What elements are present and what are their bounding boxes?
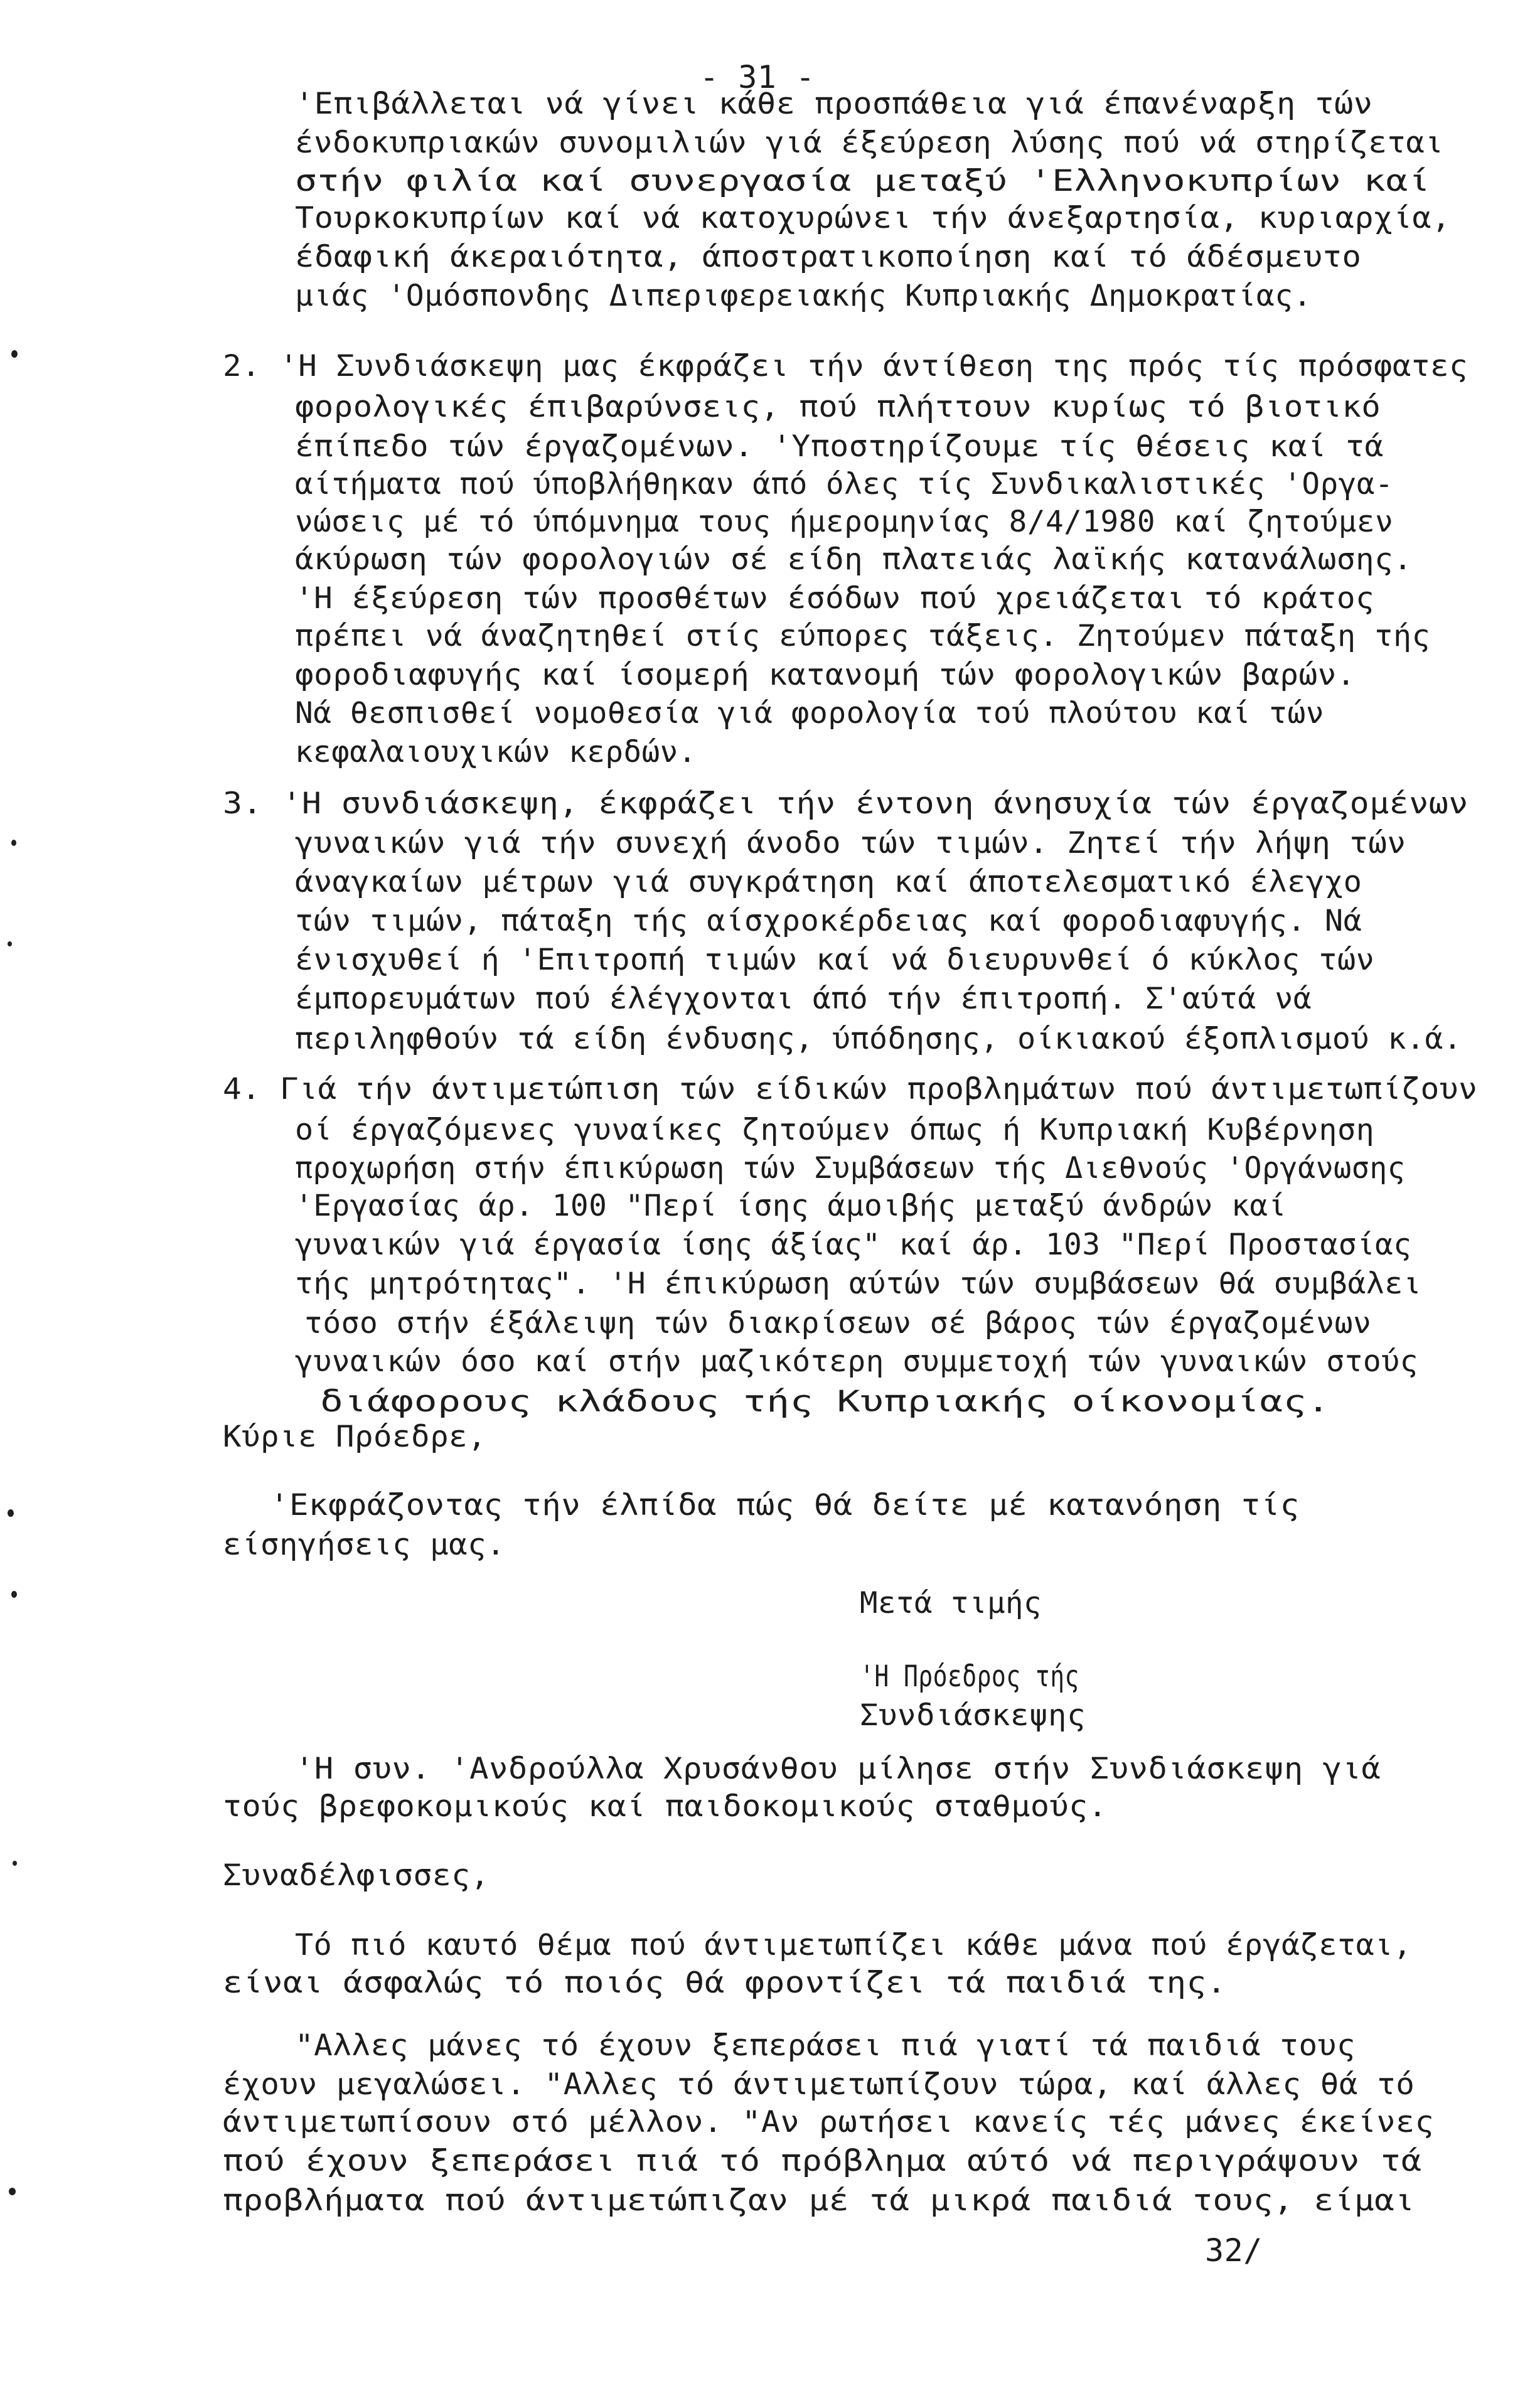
text-line: φορολογικές έπιβαρύνσεις, πού πλήττουν κυρίως τό βιοτικό	[295, 390, 1381, 424]
text-line: αίτήματα πού ύποβλήθηκαν άπό όλες τίς Συνδικαλιστικές 'Οργα-	[295, 467, 1394, 501]
text-line: Κύριε Πρόεδρε,	[223, 1420, 487, 1454]
text-line: πρέπει νά άναζητηθεί στίς εύπορες τάξεις. Ζητούμεν πάταξη τής	[295, 619, 1431, 653]
scan-speck	[9, 2188, 16, 2195]
text-line: Τό πιό καυτό θέμα πού άντιμετωπίζει κάθε μάνα πού έργάζεται,	[295, 1928, 1412, 1962]
text-line: 'Εκφράζοντας τήν έλπίδα πώς θά δείτε μέ κατανόηση τίς	[270, 1488, 1300, 1522]
text-line: άντιμετωπίσουν στό μέλλον. "Αν ρωτήσει κανείς τές μάνες έκείνες	[223, 2105, 1435, 2139]
text-line: Τουρκοκυπρίων καί νά κατοχυρώνει τήν άνεξαρτησία, κυριαρχία,	[295, 201, 1451, 235]
text-line: προχωρήση στήν έπικύρωση τών Συμβάσεων τής Διεθνούς 'Οργάνωσης	[295, 1151, 1406, 1185]
text-line: γυναικών γιά τήν συνεχή άνοδο τών τιμών. Ζητεί τήν λήψη τών	[295, 826, 1406, 860]
text-line: έδαφική άκεραιότητα, άποστρατικοποίηση καί τό άδέσμευτο	[295, 240, 1362, 274]
text-line: προβλήματα πού άντιμετώπιζαν μέ τά μικρά παιδιά τους, είμαι	[223, 2183, 1415, 2218]
text-line: τής μητρότητας". 'Η έπικύρωση αύτών τών συμβάσεων θά συμβάλει	[295, 1266, 1422, 1301]
text-line: ένισχυθεί ή 'Επιτροπή τιμών καί νά διευρυνθεί ό κύκλος τών	[295, 943, 1375, 977]
text-line: τών τιμών, πάταξη τής αίσχροκέρδειας καί φοροδιαφυγής. Νά	[295, 904, 1362, 938]
text-line: "Αλλες μάνες τό έχουν ξεπεράσει πιά γιατί τά παιδιά τους	[295, 2028, 1356, 2063]
scan-speck	[11, 1591, 17, 1598]
text-line: διάφορους κλάδους τής Κυπριακής οίκονομίας.	[320, 1384, 1330, 1419]
text-line: 'Η Πρόεδρος τής	[860, 1659, 1079, 1694]
page-number-header: - 31 -	[700, 59, 815, 95]
text-line: κεφαλαιουχικών κερδών.	[295, 735, 697, 769]
text-line: είσηγήσεις μας.	[223, 1528, 506, 1562]
text-line: 3. 'Η συνδιάσκεψη, έκφράζει τήν έντονη άνησυχία τών έργαζομένων	[223, 786, 1468, 821]
text-line: Συναδέλφισσες,	[223, 1858, 489, 1893]
text-line: μιάς 'Ομόσπονδης Διπεριφερειακής Κυπριακής Δημοκρατίας.	[295, 279, 1312, 313]
text-line: στήν φιλία καί συνεργασία μεταξύ 'Ελληνοκυπρίων καί	[295, 164, 1431, 198]
text-line: άναγκαίων μέτρων γιά συγκράτηση καί άποτελεσματικό έλεγχο	[295, 865, 1362, 899]
text-line: γυναικών όσο καί στήν μαζικότερη συμμετοχή τών γυναικών στούς	[295, 1344, 1418, 1379]
text-line: γυναικών γιά έργασία ίσης άξίας" καί άρ. 103 "Περί Προστασίας	[295, 1228, 1412, 1262]
text-line: 'Επιβάλλεται νά γίνει κάθε προσπάθεια γιά έπανέναρξη τών	[295, 87, 1373, 121]
scan-speck	[13, 1861, 17, 1866]
text-line: έχουν μεγαλώσει. "Αλλες τό άντιμετωπίζουν τώρα, καί άλλες θά τό	[223, 2067, 1415, 2102]
text-line: 2. 'Η Συνδιάσκεψη μας έκφράζει τήν άντίθεση της πρός τίς πρόσφατες	[223, 349, 1468, 383]
text-line: τόσο στήν έξάλειψη τών διακρίσεων σέ βάρος τών έργαζομένων	[304, 1306, 1372, 1340]
text-line: Συνδιάσκεψης	[860, 1698, 1086, 1733]
text-line: περιληφθούν τά είδη ένδυσης, ύπόδησης, οίκιακού έξοπλισμού κ.ά.	[295, 1022, 1462, 1056]
text-line: ένδοκυπριακών συνομιλιών γιά έξεύρεση λύσης πού νά στηρίζεται	[295, 126, 1444, 160]
text-line: 4. Γιά τήν άντιμετώπιση τών είδικών προβλημάτων πού άντιμετωπίζουν	[223, 1072, 1478, 1106]
text-line: Νά θεσπισθεί νομοθεσία γιά φορολογία τού πλούτου καί τών	[295, 696, 1325, 730]
text-line: έμπορευμάτων πού έλέγχονται άπό τήν έπιτροπή. Σ'αύτά νά	[295, 982, 1312, 1016]
text-line: τούς βρεφοκομικούς καί παιδοκομικούς σταθμούς.	[223, 1789, 1108, 1824]
scan-speck	[8, 1509, 14, 1517]
text-line: φοροδιαφυγής καί ίσομερή κατανομή τών φορολογικών βαρών.	[295, 658, 1356, 692]
scan-speck	[8, 941, 12, 946]
text-line: 'Η συν. 'Ανδρούλλα Χρυσάνθου μίλησε στήν Συνδιάσκεψη γιά	[295, 1752, 1381, 1786]
page-number-footer: 32/	[1205, 2232, 1263, 2269]
scan-speck	[11, 840, 16, 846]
text-line: Μετά τιμής	[860, 1586, 1042, 1620]
text-line: άκύρωση τών φορολογιών σέ είδη πλατειάς λαϊκής κατανάλωσης.	[295, 542, 1413, 577]
text-line: 'Εργασίας άρ. 100 "Περί ίσης άμοιβής μεταξύ άνδρών καί	[295, 1189, 1287, 1223]
scan-speck	[11, 350, 18, 358]
text-line: έπίπεδο τών έργαζομένων. 'Υποστηρίζουμε τίς θέσεις καί τά	[295, 429, 1384, 464]
text-line: 'Η έξεύρεση τών προσθέτων έσόδων πού χρειάζεται τό κράτος	[295, 581, 1375, 616]
text-line: πού έχουν ξεπεράσει πιά τό πρόβλημα αύτό νά περιγράψουν τά	[223, 2144, 1422, 2178]
text-line: νώσεις μέ τό ύπόμνημα τους ήμερομηνίας 8/4/1980 καί ζητούμεν	[295, 505, 1394, 539]
text-line: οί έργαζόμενες γυναίκες ζητούμεν όπως ή Κυπριακή Κυβέρνηση	[295, 1113, 1375, 1147]
text-line: είναι άσφαλώς τό ποιός θά φροντίζει τά παιδιά της.	[223, 1966, 1227, 2000]
